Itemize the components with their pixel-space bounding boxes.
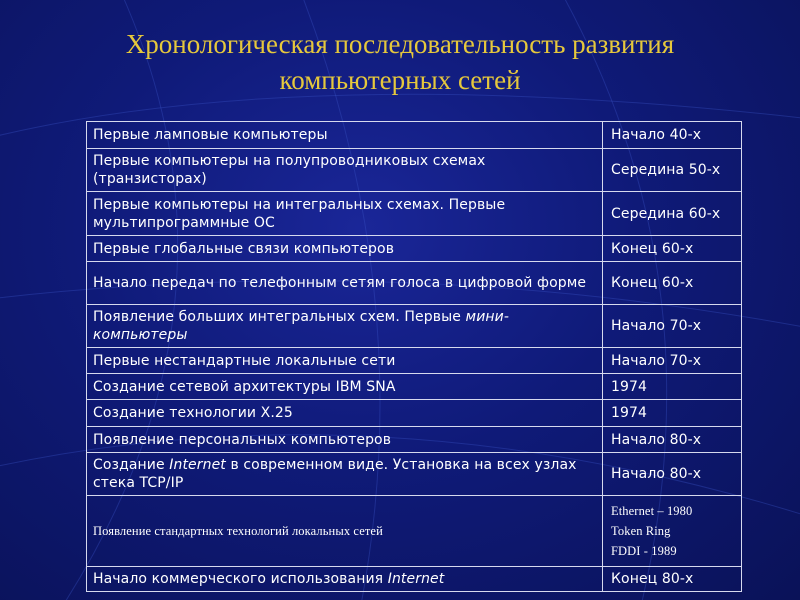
table-row	[87, 400, 742, 427]
slide-title	[40, 26, 760, 98]
period-cell: Начало 80-х	[603, 427, 742, 453]
event-cell	[87, 305, 603, 348]
event-text-italic: Internet	[387, 571, 445, 587]
event-cell: Первые глобальные связи компьютеров	[87, 236, 603, 262]
event-text: Создание	[93, 457, 170, 473]
event-cell: Создание технологии X.25	[87, 400, 603, 427]
event-text: в современном виде. Установка на всех узлах стека TCP/IP	[93, 457, 577, 491]
table-row	[87, 192, 742, 236]
event-cell: Первые компьютеры на полупроводниковых схемах (транзисторах)	[87, 149, 603, 192]
period-cell: Начало 80-х	[603, 453, 742, 496]
event-cell: Появление стандартных технологий локальных сетей	[87, 496, 603, 567]
period-cell: Середина 50-х	[603, 149, 742, 192]
event-text: Появление больших интегральных схем. Первые	[93, 309, 466, 325]
event-cell	[87, 567, 603, 592]
period-cell: Начало 40-х	[603, 122, 742, 149]
event-text: Начало коммерческого использования	[93, 571, 388, 587]
event-cell: Первые компьютеры на интегральных схемах. Первые мультипрограммные ОС	[87, 192, 603, 236]
period-cell: Середина 60-х	[603, 192, 742, 236]
table-row	[87, 262, 742, 305]
slide-title-line1: Хронологическая последовательность развития	[125, 29, 675, 59]
period-cell: Начало 70-х	[603, 305, 742, 348]
table-row	[87, 453, 742, 496]
table-row	[87, 567, 742, 592]
period-cell: Конец 60-х	[603, 262, 742, 305]
table-row	[87, 305, 742, 348]
table-row	[87, 427, 742, 453]
slide-title-line2: компьютерных сетей	[279, 65, 521, 95]
table-row	[87, 236, 742, 262]
event-cell: Создание сетевой архитектуры IBM SNA	[87, 374, 603, 400]
table-row	[87, 348, 742, 374]
event-text-italic: Internet	[169, 457, 226, 473]
period-line: Token Ring	[611, 524, 671, 538]
table-row	[87, 374, 742, 400]
event-cell: Появление персональных компьютеров	[87, 427, 603, 453]
period-cell: Конец 80-х	[603, 567, 742, 592]
event-cell	[87, 453, 603, 496]
event-text-italic: мини-компьютеры	[93, 309, 509, 343]
table-row	[87, 149, 742, 192]
period-cell: Начало 70-х	[603, 348, 742, 374]
period-cell	[603, 496, 742, 567]
period-line: FDDI - 1989	[611, 544, 677, 558]
table-row	[87, 496, 742, 567]
period-cell: Конец 60-х	[603, 236, 742, 262]
event-cell: Первые ламповые компьютеры	[87, 122, 603, 149]
period-cell: 1974	[603, 374, 742, 400]
event-cell: Начало передач по телефонным сетям голоса в цифровой форме	[87, 262, 603, 305]
event-cell: Первые нестандартные локальные сети	[87, 348, 603, 374]
period-line: Ethernet – 1980	[611, 504, 693, 518]
period-cell: 1974	[603, 400, 742, 427]
timeline-table	[86, 121, 742, 592]
table-row	[87, 122, 742, 149]
